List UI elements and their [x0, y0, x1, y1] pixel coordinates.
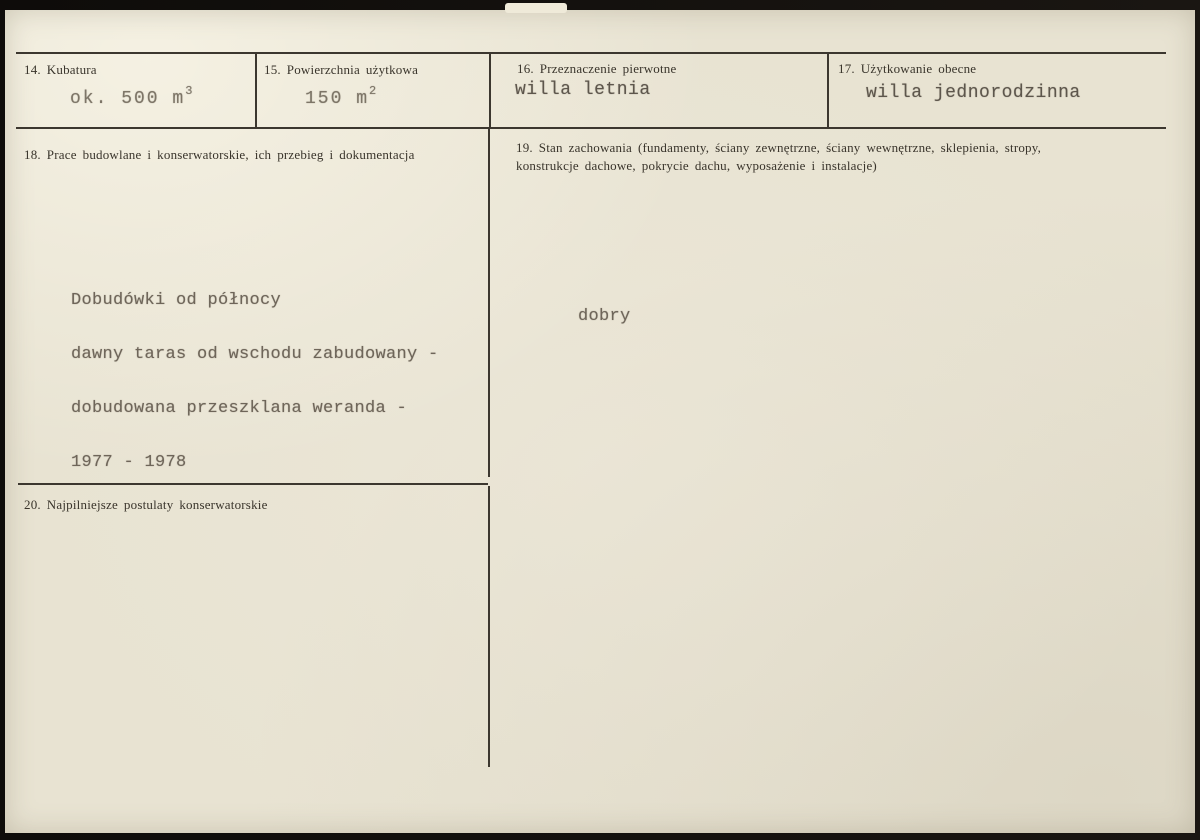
field-18-text	[71, 256, 439, 508]
divider-16-17	[827, 53, 829, 127]
field-18-text-line: dobudowana przeszklana weranda -	[71, 399, 408, 418]
field-14-value-sup: 3	[185, 84, 193, 98]
field-15-label: 15. Powierzchnia użytkowa	[264, 62, 419, 77]
rule-below-row1	[16, 127, 1166, 129]
field-18-text-line: dawny taras od wschodu zabudowany -	[71, 345, 439, 364]
field-15-value-sup: 2	[369, 84, 377, 98]
field-14-label: 14. Kubatura	[24, 62, 97, 77]
field-14-value-main: ok. 500 m	[70, 89, 186, 109]
divider-15-16	[489, 53, 491, 127]
field-19-value: dobry	[578, 307, 631, 326]
field-19-label: 19. Stan zachowania (fundamenty, ściany zewnętrzne, ściany wewnętrzne, sklepienia, stropy, konstrukcje dachowe, pokrycie dachu, wyposażenie i instalacje)	[516, 140, 1042, 173]
field-16-label: 16. Przeznaczenie pierwotne	[517, 61, 677, 76]
divider-main-lower	[488, 486, 490, 767]
divider-14-15	[255, 53, 257, 127]
field-18-text-line: 1977 - 1978	[71, 453, 187, 472]
field-18-text-line: Dobudówki od północy	[71, 291, 282, 310]
field-17-value: willa jednorodzinna	[866, 83, 1081, 103]
paper-edge-notch	[505, 3, 567, 13]
field-15-value	[305, 86, 376, 109]
field-16-value: willa letnia	[515, 80, 651, 100]
field-18-label: 18. Prace budowlane i konserwatorskie, ich przebieg i dokumentacja	[24, 147, 415, 162]
field-14-value	[70, 86, 192, 109]
field-15-value-main: 150 m	[305, 89, 370, 109]
divider-main-upper	[488, 129, 490, 477]
rule-top	[16, 52, 1166, 54]
field-20-label: 20. Najpilniejsze postulaty konserwatorskie	[24, 497, 268, 512]
field-17-label: 17. Użytkowanie obecne	[838, 61, 977, 76]
